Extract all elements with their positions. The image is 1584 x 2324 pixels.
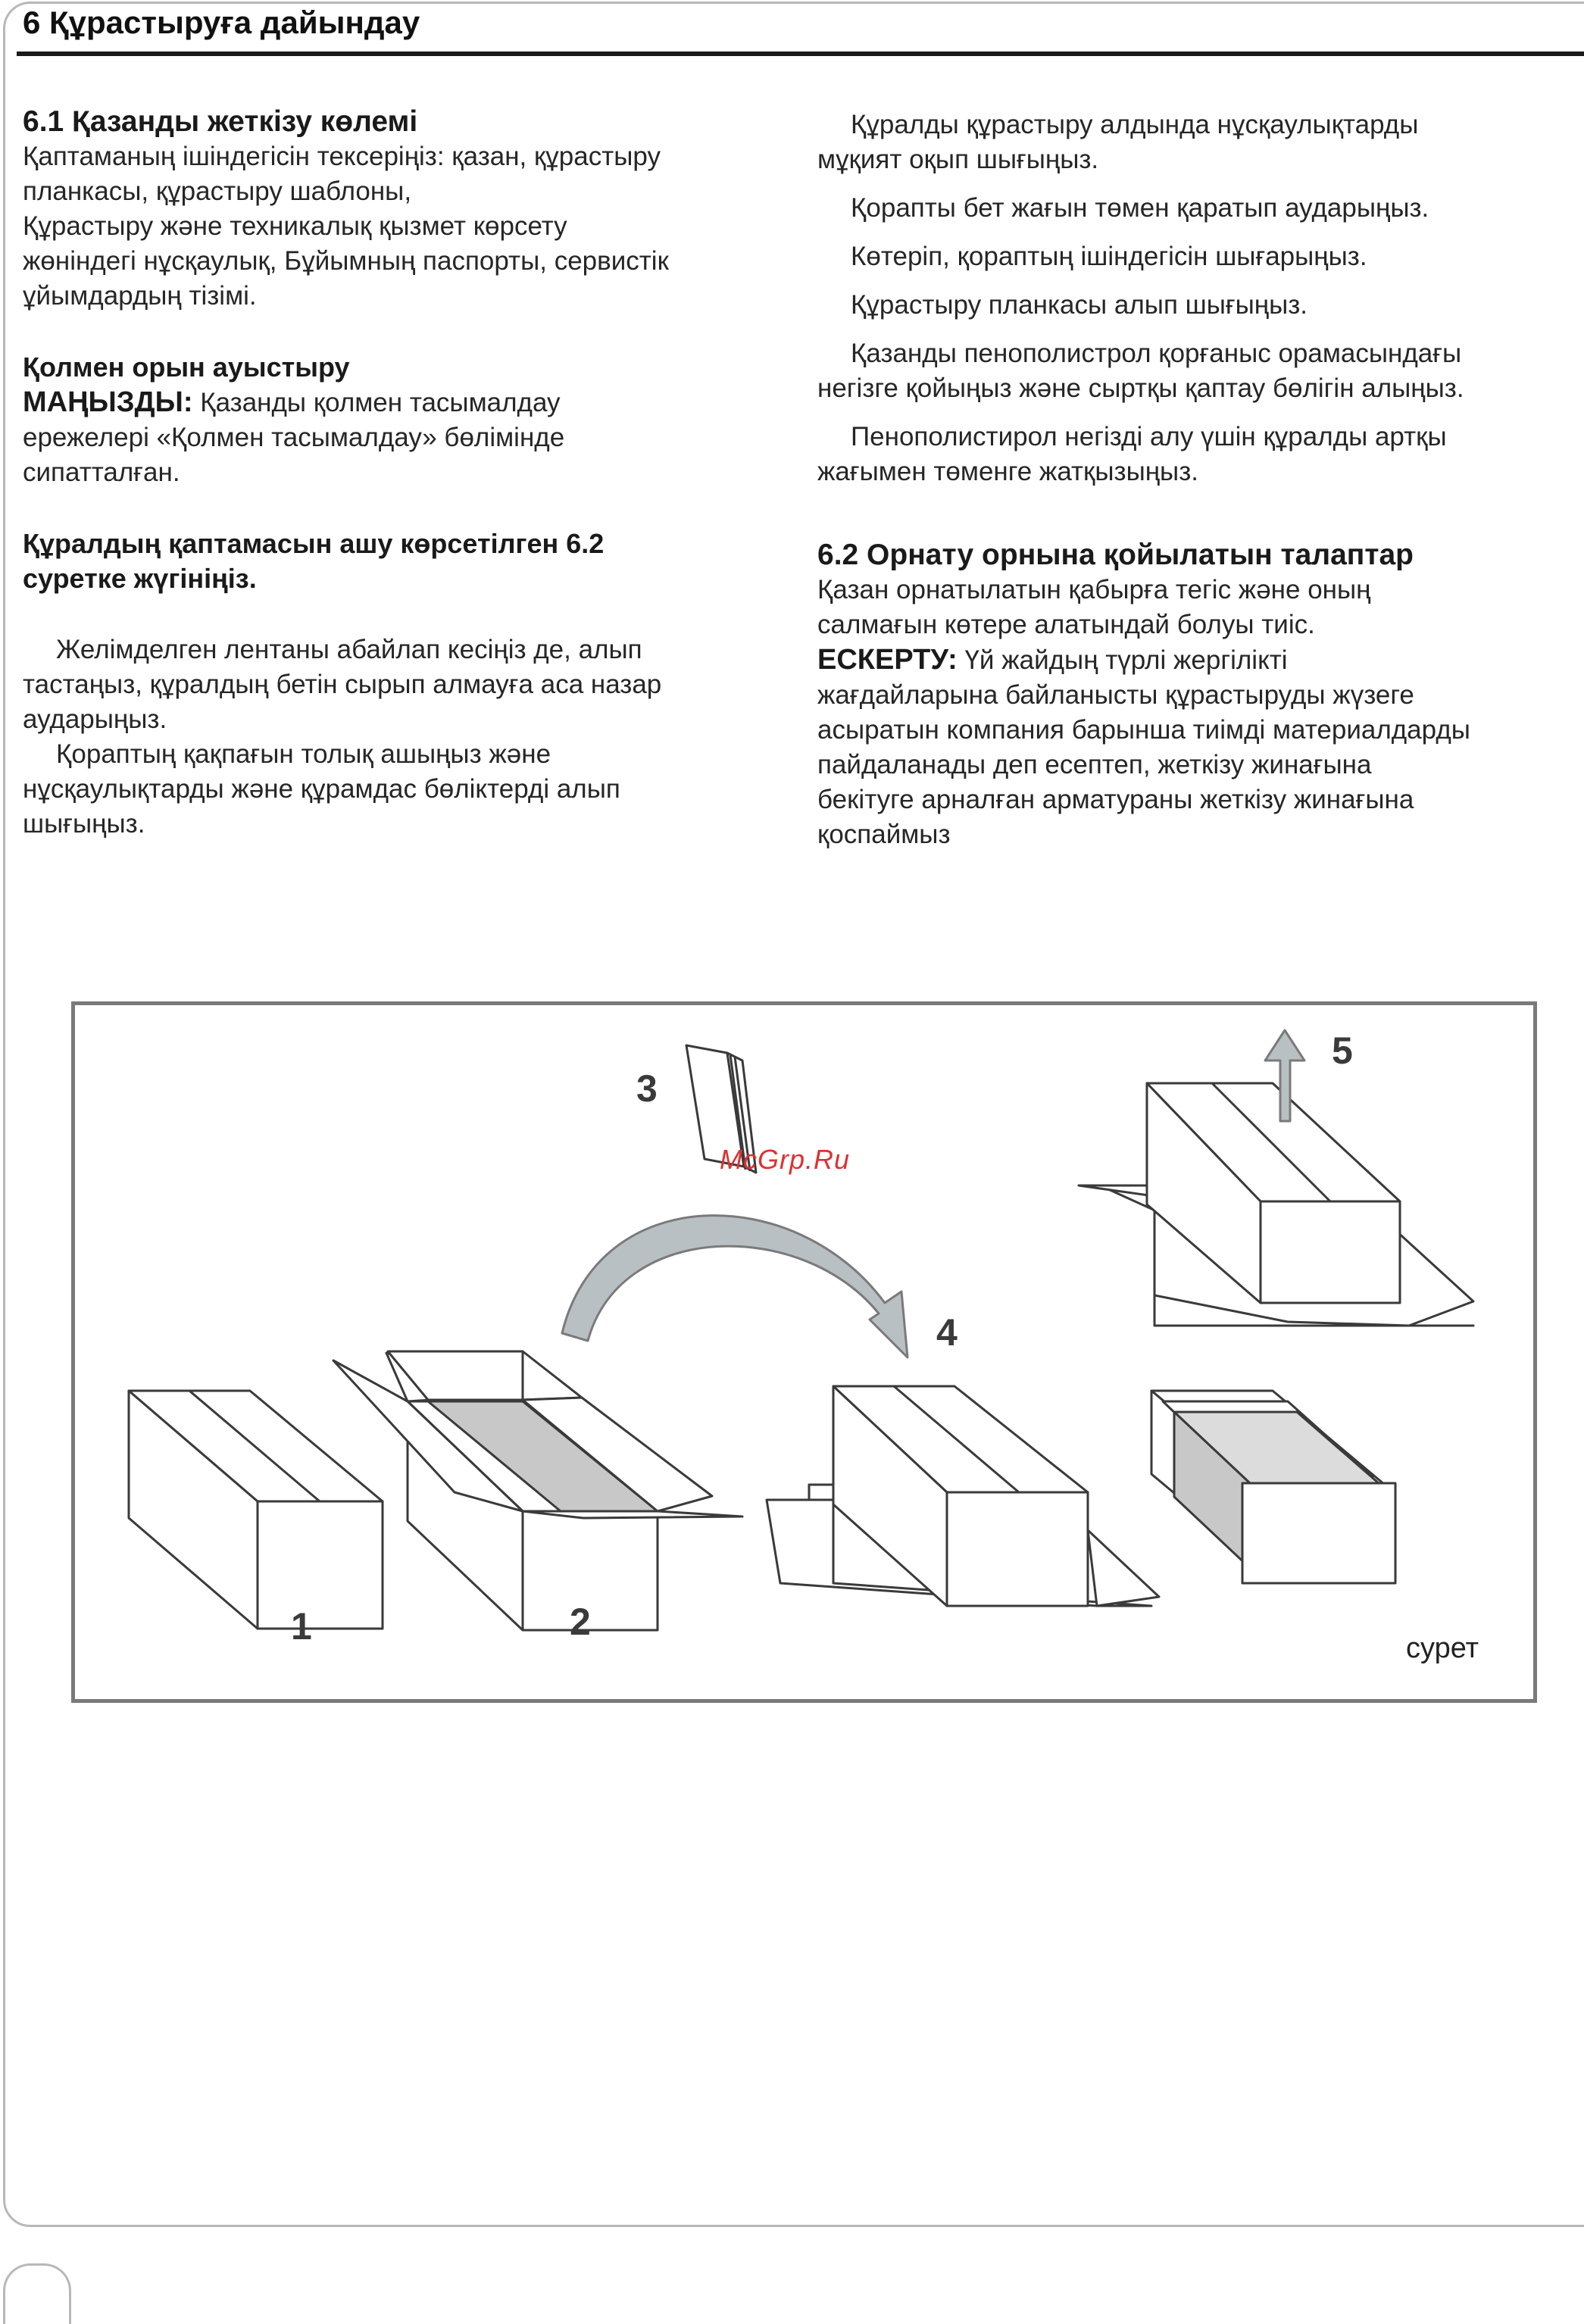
inverted-box-illustration <box>767 1386 1159 1606</box>
note-line: бекітуге арналған арматураны жеткізу жинағына <box>817 785 1414 814</box>
figure-label-3: 3 <box>636 1067 658 1110</box>
flip-arrow-icon <box>562 1216 908 1357</box>
section-6-2-title: 6.2 Орнату орнына қойылатын талаптар <box>817 539 1414 571</box>
note-line: пайдаланады деп есептеп, жеткізу жинағына <box>817 750 1372 779</box>
figure-label-5: 5 <box>1332 1029 1353 1072</box>
tape-line: аударыңыз. <box>23 704 167 734</box>
instruction-line: жағымен төменге жатқызыңыз. <box>817 457 1198 486</box>
tape-line: Желімделген лентаны абайлап кесіңіз де, алып <box>56 635 642 664</box>
important-line: ережелері «Қолмен тасымалдау» бөлімінде <box>23 423 565 452</box>
boiler-removal-illustration <box>1151 1391 1395 1583</box>
section-6-1-line: Қаптаманың ішіндегісін тексеріңіз: қазан, құрастыру <box>23 142 661 171</box>
note-line: қоспаймыз <box>817 820 951 849</box>
lifting-box-illustration <box>1079 1030 1473 1326</box>
important-text: Қазанды қолмен тасымалдау <box>192 388 561 417</box>
section-6-2-line: Қазан орнатылатын қабырға тегіс және оның <box>817 575 1371 604</box>
note-label: ЕСКЕРТУ: <box>817 644 958 676</box>
note-line: асыратын компания барынша тиімді материалдарды <box>817 715 1470 745</box>
page-corner-mark <box>3 2263 71 2324</box>
lid-line: шығыңыз. <box>23 809 145 839</box>
figure-caption: сурет <box>1406 1632 1479 1664</box>
instruction-line: Көтеріп, қораптың ішіндегісін шығарыңыз. <box>851 242 1367 271</box>
instruction-line: Қазанды пенополистрол қорғаныс орамасындағы <box>851 339 1462 368</box>
figure-label-4: 4 <box>936 1311 958 1354</box>
instruction-line: Қорапты бет жағын төмен қаратып аударыңыз. <box>851 193 1429 223</box>
unpack-title-line: Құралдың қаптамасын ашу көрсетілген 6.2 <box>23 528 605 559</box>
figure-label-2: 2 <box>570 1601 591 1643</box>
unpack-title-line: суретке жүгініңіз. <box>23 563 257 594</box>
instruction-line: негізге қойыңыз және сыртқы қаптау бөлігін алыңыз. <box>817 373 1464 403</box>
manual-move-title: Қолмен орын ауыстыру <box>23 351 350 383</box>
instruction-line: Пенополистирол негізді алу үшін құралды артқы <box>851 422 1447 451</box>
closed-box-illustration <box>129 1391 383 1629</box>
instruction-line: Құралды құрастыру алдында нұсқаулықтарды <box>851 110 1419 139</box>
section-6-1-line: планкасы, құрастыру шаблоны, <box>23 176 412 206</box>
instruction-line: Құрастыру планкасы алып шығыңыз. <box>851 290 1308 320</box>
tape-line: тастаңыз, құралдың бетін сырып алмауға аса назар <box>23 670 662 699</box>
section-6-2-line: салмағын көтере алатындай болуы тиіс. <box>817 610 1315 639</box>
lid-line: нұсқаулықтарды және құрамдас бөліктерді алып <box>23 774 620 804</box>
note-line: жағдайларына байланысты құрастыруды жүзеге <box>817 680 1414 710</box>
important-line: сипатталған. <box>23 458 180 487</box>
note-text: Үй жайдың түрлі жергілікті <box>957 645 1288 675</box>
instruction-line: мұқият оқып шығыңыз. <box>817 145 1099 174</box>
section-6-1-line: ұйымдардың тізімі. <box>23 281 257 311</box>
watermark-text: McGrp.Ru <box>720 1144 851 1175</box>
figure-label-1: 1 <box>291 1605 312 1648</box>
important-label: МАҢЫЗДЫ: <box>23 386 193 418</box>
page-title: 6 Құрастыруға дайындау <box>23 5 420 40</box>
open-box-illustration <box>333 1351 742 1630</box>
section-6-1-line: Құрастыру және техникалық қызмет көрсету <box>23 211 567 241</box>
section-6-1-line: жөніндегі нұсқаулық, Бұйымның паспорты, сервистік <box>23 246 669 276</box>
lid-line: Қораптың қақпағын толық ашыңыз және <box>56 739 551 769</box>
section-6-1-title: 6.1 Қазанды жеткізу көлемі <box>23 105 418 138</box>
